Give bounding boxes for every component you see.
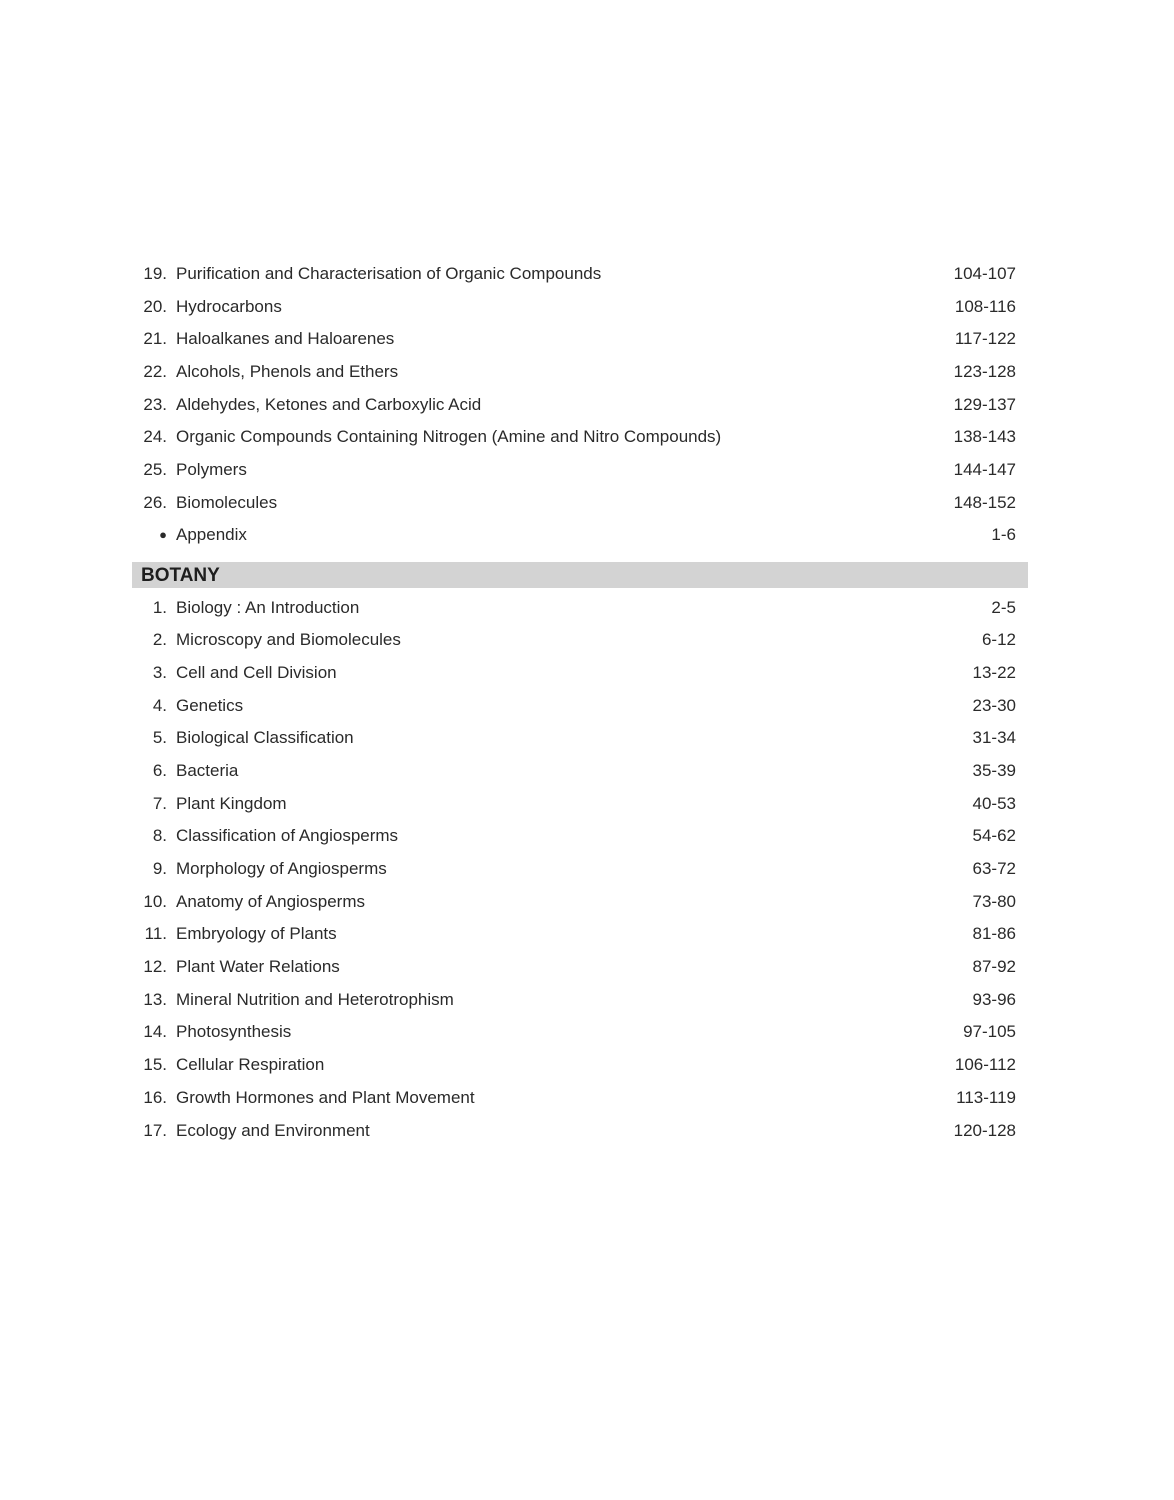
entry-pages: 138-143 xyxy=(953,427,1016,447)
entry-number: 13. xyxy=(143,989,167,1009)
entry-title: Ecology and Environment xyxy=(176,1120,370,1140)
entry-number: 6. xyxy=(152,760,167,780)
entry-title: Genetics xyxy=(176,695,244,715)
toc-entry[interactable] xyxy=(132,624,1028,657)
entry-pages: 123-128 xyxy=(953,362,1016,382)
entry-pages: 106-112 xyxy=(954,1055,1016,1075)
entry-title: Hydrocarbons xyxy=(176,296,282,316)
entry-title: Morphology of Angiosperms xyxy=(176,859,387,878)
toc-entry[interactable] xyxy=(132,454,1028,487)
entry-pages: 1-6 xyxy=(991,524,1016,544)
toc-entry[interactable] xyxy=(132,323,1028,356)
entry-pages: 35-39 xyxy=(972,760,1016,780)
entry-pages: 63-72 xyxy=(972,859,1016,878)
toc-entry[interactable] xyxy=(132,592,1028,625)
entry-number: 22. xyxy=(143,362,167,382)
toc-entry[interactable] xyxy=(132,487,1028,520)
entry-pages: 6-12 xyxy=(981,630,1016,650)
toc-entry[interactable] xyxy=(132,951,1028,984)
entry-pages: 93-96 xyxy=(972,989,1016,1009)
toc-entry[interactable] xyxy=(132,788,1028,821)
entry-number: 5. xyxy=(152,728,167,748)
entry-number: 4. xyxy=(152,695,167,715)
appendix-entry[interactable] xyxy=(132,520,1028,550)
bullet-icon: ● xyxy=(159,526,167,542)
entry-number: 11. xyxy=(144,924,167,944)
entry-title: Biological Classification xyxy=(176,728,354,748)
entry-pages: 113-119 xyxy=(956,1087,1016,1107)
entry-pages: 54-62 xyxy=(972,826,1016,846)
entry-title: Classification of Angiosperms xyxy=(176,826,399,846)
toc-entry[interactable] xyxy=(132,918,1028,951)
entry-title: Aldehydes, Ketones and Carboxylic Acid xyxy=(176,394,482,414)
entry-pages: 23-30 xyxy=(972,695,1016,715)
toc-entry[interactable] xyxy=(132,984,1028,1017)
toc-entry[interactable] xyxy=(132,657,1028,690)
entry-number: 1. xyxy=(152,597,167,617)
entry-title: Purification and Characterisation of Organic Compounds xyxy=(176,264,602,283)
toc-entry[interactable] xyxy=(132,820,1028,853)
toc-entry[interactable] xyxy=(132,853,1028,886)
entry-pages: 117-122 xyxy=(954,329,1016,349)
entry-title: Alcohols, Phenols and Ethers xyxy=(176,362,399,382)
entry-number: 21. xyxy=(143,329,167,349)
entry-pages: 31-34 xyxy=(972,728,1016,748)
entry-pages: 97-105 xyxy=(963,1022,1016,1042)
toc-entry[interactable] xyxy=(132,1115,1028,1148)
entry-title: Biomolecules xyxy=(176,492,278,512)
entry-number: 20. xyxy=(143,296,167,316)
entry-title: Plant Water Relations xyxy=(176,957,340,977)
section-header-botany xyxy=(132,562,1028,588)
toc-entry[interactable] xyxy=(132,690,1028,723)
entry-number: 16. xyxy=(143,1087,167,1107)
entry-pages: 81-86 xyxy=(972,924,1016,944)
entry-pages: 144-147 xyxy=(953,460,1016,480)
entry-title: Plant Kingdom xyxy=(176,793,287,813)
entry-title: Anatomy of Angiosperms xyxy=(176,891,365,911)
entry-title: Bacteria xyxy=(176,760,239,780)
entry-number: 3. xyxy=(152,662,167,682)
entry-title: Haloalkanes and Haloarenes xyxy=(176,329,395,349)
entry-pages: 87-92 xyxy=(972,957,1016,977)
entry-number: 2. xyxy=(152,630,167,650)
entry-number: 26. xyxy=(143,492,167,512)
botany-entry-list xyxy=(132,592,1028,1148)
entry-number: 19. xyxy=(143,264,167,283)
entry-number: 23. xyxy=(143,394,167,414)
toc-entry[interactable] xyxy=(132,389,1028,422)
entry-pages: 104-107 xyxy=(953,264,1016,283)
entry-pages: 108-116 xyxy=(954,296,1016,316)
entry-number: 15. xyxy=(143,1055,167,1075)
entry-pages: 2-5 xyxy=(991,597,1016,617)
entry-title: Cellular Respiration xyxy=(176,1055,325,1075)
entry-number: 8. xyxy=(152,826,167,846)
toc-entry[interactable] xyxy=(132,755,1028,788)
entry-title: Polymers xyxy=(176,460,247,480)
entry-number: 14. xyxy=(143,1022,167,1042)
entry-pages: 73-80 xyxy=(972,891,1016,911)
entry-number: 24. xyxy=(143,427,167,447)
entry-title: Photosynthesis xyxy=(176,1022,292,1042)
toc-entry[interactable] xyxy=(132,291,1028,324)
entry-title: Organic Compounds Containing Nitrogen (Amine and Nitro Compounds) xyxy=(176,427,722,447)
entry-title: Embryology of Plants xyxy=(176,924,337,944)
toc-entry[interactable] xyxy=(132,1049,1028,1082)
toc-entry[interactable] xyxy=(132,356,1028,389)
entry-title: Growth Hormones and Plant Movement xyxy=(176,1087,475,1107)
entry-title: Microscopy and Biomolecules xyxy=(176,630,401,650)
toc-entry[interactable] xyxy=(132,1016,1028,1049)
toc-entry[interactable] xyxy=(132,722,1028,755)
toc-entry[interactable] xyxy=(132,421,1028,454)
entry-pages: 40-53 xyxy=(972,793,1016,813)
toc-entry[interactable] xyxy=(132,258,1028,291)
toc-entry[interactable] xyxy=(132,886,1028,919)
section-title: BOTANY xyxy=(141,564,220,586)
entry-number: 10. xyxy=(143,891,167,911)
chemistry-entry-list xyxy=(132,258,1028,520)
entry-title: Cell and Cell Division xyxy=(176,662,337,682)
entry-pages: 13-22 xyxy=(972,662,1016,682)
entry-pages: 129-137 xyxy=(953,394,1016,414)
entry-number: 7. xyxy=(152,793,167,813)
entry-number: 17. xyxy=(143,1120,167,1140)
entry-pages: 120-128 xyxy=(953,1120,1016,1140)
entry-number: 12. xyxy=(143,957,167,977)
entry-title: Mineral Nutrition and Heterotrophism xyxy=(176,989,454,1009)
entry-pages: 148-152 xyxy=(953,492,1016,512)
entry-number: 25. xyxy=(143,460,167,480)
table-of-contents xyxy=(132,258,1028,1147)
entry-title: Biology : An Introduction xyxy=(176,597,360,617)
entry-number: 9. xyxy=(152,859,167,878)
toc-entry[interactable] xyxy=(132,1082,1028,1115)
entry-title: Appendix xyxy=(176,524,247,544)
